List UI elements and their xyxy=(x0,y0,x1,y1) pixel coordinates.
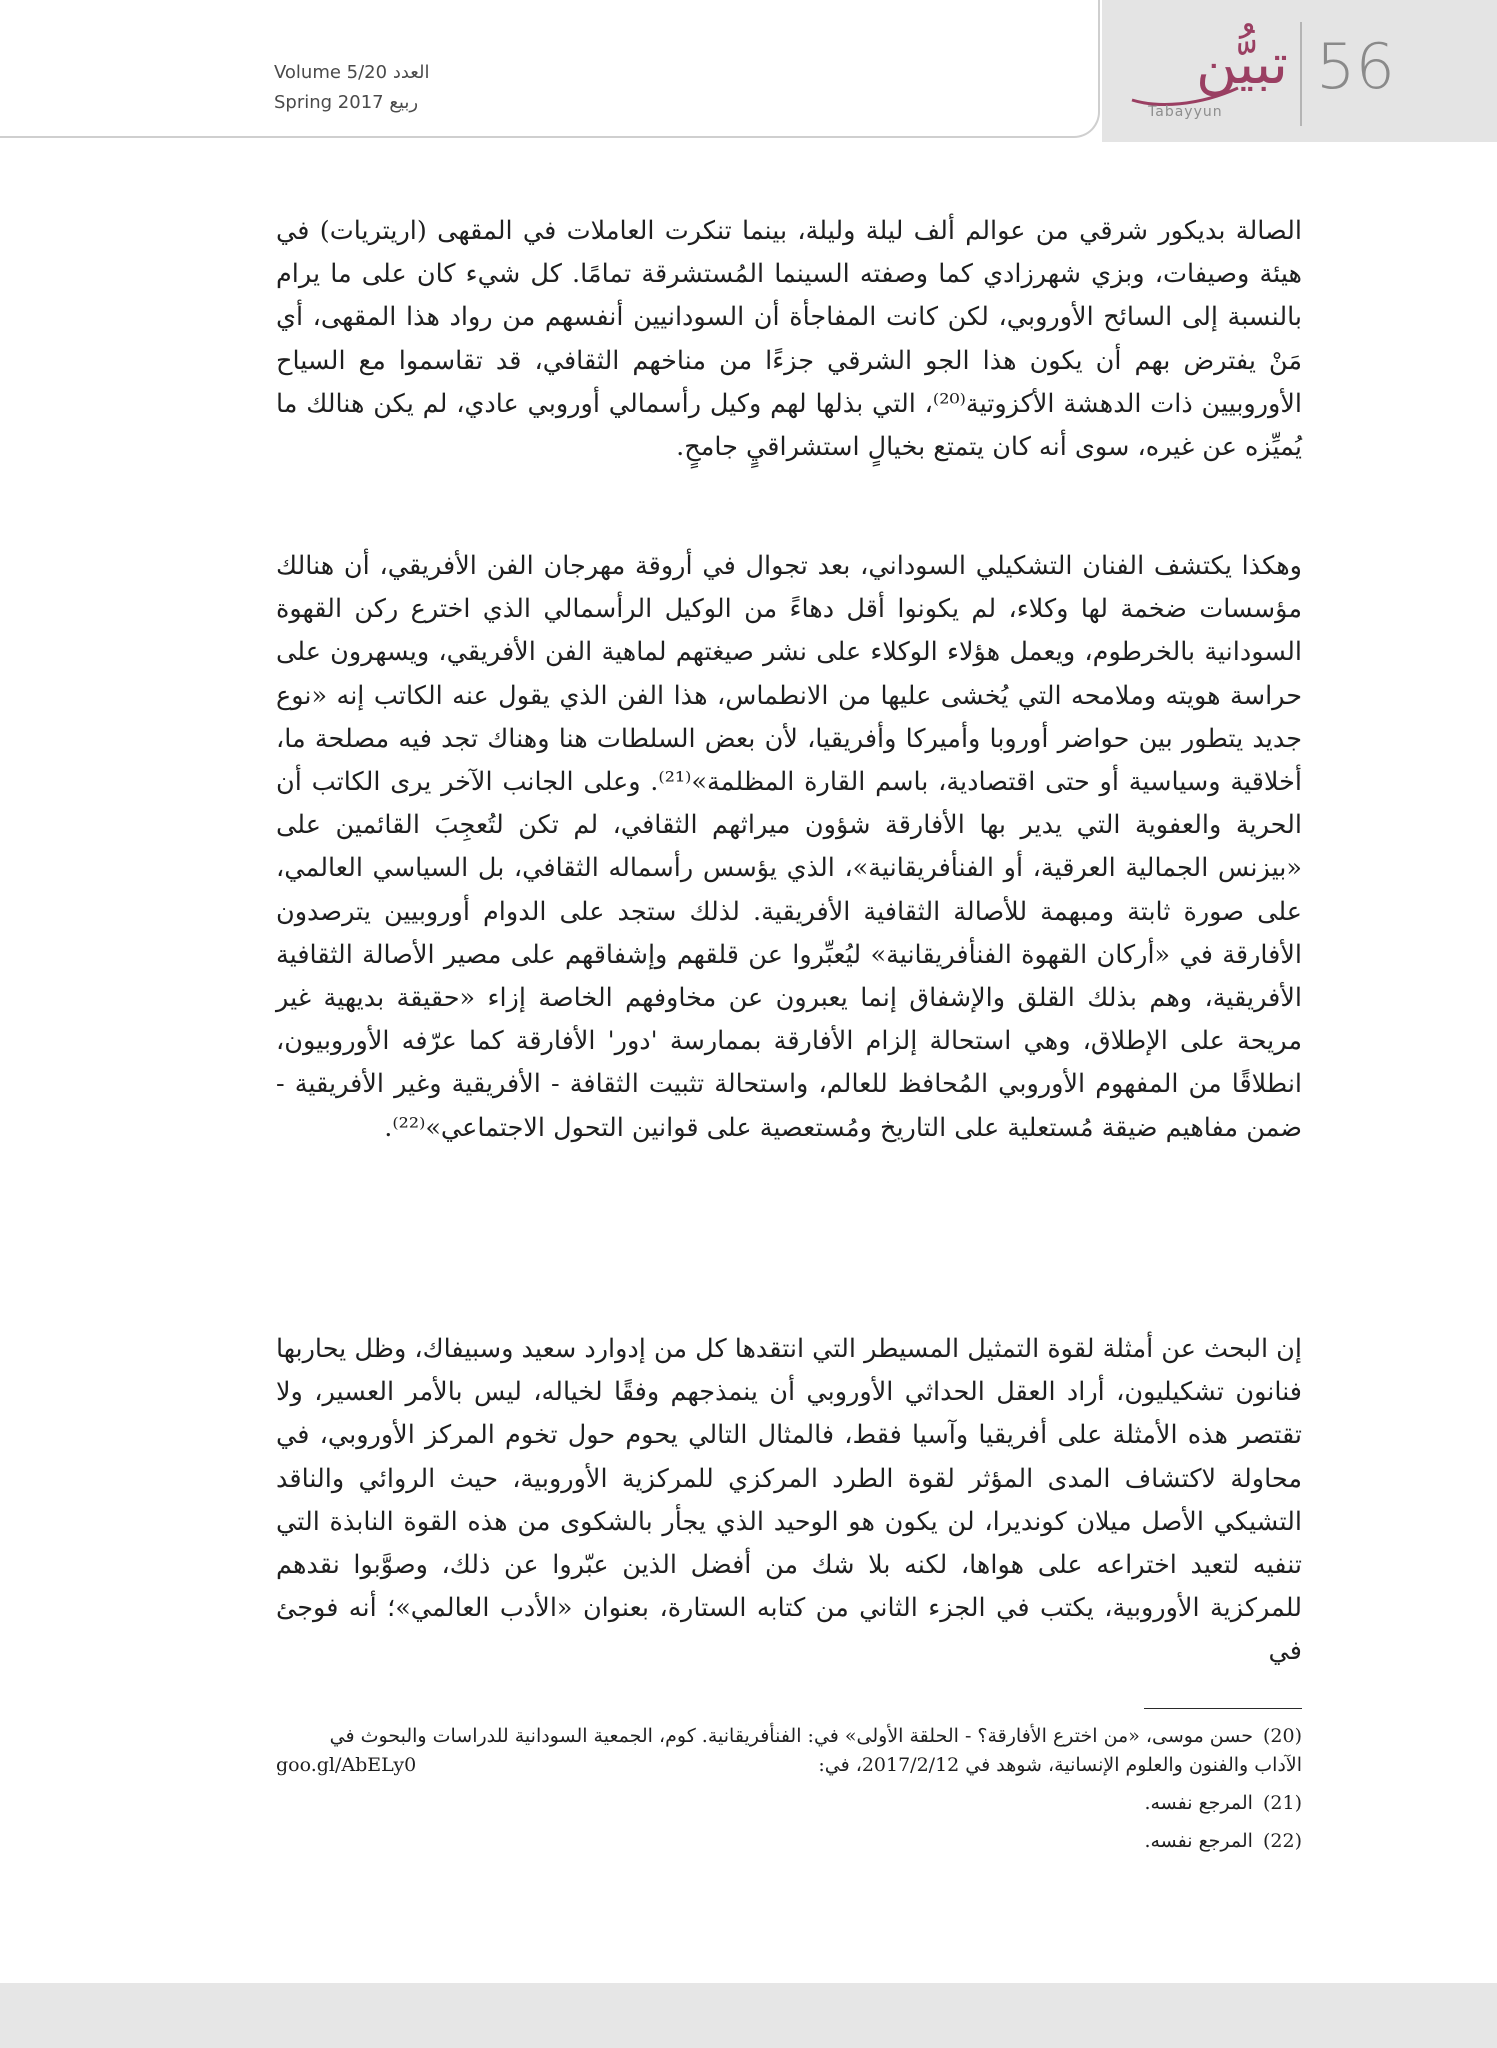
footnote-22 xyxy=(276,1827,1302,1856)
logo-latin: Tabayyun xyxy=(1148,104,1223,120)
footnote-20 xyxy=(276,1722,1302,1780)
footnote-number: (20) xyxy=(1262,1725,1302,1747)
footnote-number: (22) xyxy=(1262,1830,1302,1852)
page-number: 56 xyxy=(1316,30,1395,103)
body-paragraph-3 xyxy=(276,1328,1302,1674)
header-divider xyxy=(1300,22,1302,126)
footnotes xyxy=(276,1722,1302,1865)
footnote-link[interactable]: goo.gl/AbELy0 xyxy=(276,1754,417,1776)
body-paragraph-1 xyxy=(276,210,1302,469)
season-line: Spring 2017 ربيع xyxy=(274,92,419,113)
journal-logo xyxy=(1128,30,1298,130)
footnote-text: المرجع نفسه. xyxy=(1144,1830,1253,1852)
footnote-text: حسن موسى، «من اخترع الأفارقة؟ - الحلقة الأولى» في: الفنأفريقانية. كوم، الجمعية السودانية للدراسات والبحوث في الآداب والفنون والعلوم الإنسانية، شوهد في 2017/2/12، في: xyxy=(329,1725,1302,1776)
footnote-text: المرجع نفسه. xyxy=(1144,1792,1253,1814)
footnote-21 xyxy=(276,1789,1302,1818)
volume-line: Volume 5/20 العدد xyxy=(274,62,430,83)
paragraph-text: إن البحث عن أمثلة لقوة التمثيل المسيطر التي انتقدها كل من إدوارد سعيد وسبيفاك، وظل يحاربها فنانون تشكيليون، أراد العقل الحداثي الأوروبي أن ينمذجهم وفقًا لخياله، ليس بالأمر العسير، ولا تقتصر هذه الأمثلة على أفريقيا وآسيا فقط، فالمثال التالي يحوم حول تخوم المركز الأوروبي، في محاولة لاكتشاف المدى المؤثر لقوة الطرد المركزي للمركزية الأوروبية، حيث الروائي والناقد التشيكي الأصل ميلان كونديرا، لن يكون هو الوحيد الذي يجأر بالشكوى من هذه القوة النابذة التي تنفيه لتعيد اختراعه على هواها، لكنه بلا شك من أفضل الذين عبّروا عن ذلك، وصوَّبوا نقدهم للمركزية الأوروبية، يكتب في الجزء الثاني من كتابه الستارة، بعنوان «الأدب العالمي»؛ أنه فوجئ في xyxy=(276,1334,1302,1667)
page-bottom-band xyxy=(0,1983,1497,2048)
issue-info xyxy=(274,58,429,118)
paragraph-text: الصالة بديكور شرقي من عوالم ألف ليلة وليلة، بينما تنكرت العاملات في المقهى (اريتريات) في هيئة وصيفات، وبزي شهرزادي كما وصفته السينما المُستشرقة تمامًا. كل شيء كان على ما يرام بالنسبة إلى السائح الأوروبي، لكن كانت المفاجأة أن السودانيين أنفسهم من رواد هذا المقهى، أي مَنْ يفترض بهم أن يكون هذا الجو الشرقي جزءًا من مناخهم الثقافي، قد تقاسموا مع السياح الأوروبيين ذات الدهشة الأكزوتية⁽²⁰⁾، التي بذلها لهم وكيل رأسمالي أوروبي عادي، لم يكن هنالك ما يُميِّزه عن غيره، سوى أنه كان يتمتع بخيالٍ استشراقيٍ جامحٍ. xyxy=(276,216,1302,463)
header-frame xyxy=(0,0,1100,138)
footnote-separator xyxy=(1144,1708,1302,1709)
logo-arabic: تبيُّن xyxy=(1195,32,1288,97)
body-paragraph-2 xyxy=(276,545,1302,1150)
paragraph-text: وهكذا يكتشف الفنان التشكيلي السوداني، بعد تجوال في أروقة مهرجان الفن الأفريقي، أن هنالك مؤسسات ضخمة لها وكلاء، لم يكونوا أقل دهاءً من الوكيل الرأسمالي الذي اخترع ركن القهوة السودانية بالخرطوم، ويعمل هؤلاء الوكلاء على نشر صيغتهم لماهية الفن الأفريقي، ويسهرون على حراسة هويته وملامحه التي يُخشى عليها من الانطماس، هذا الفن الذي يقول عنه الكاتب إنه «نوع جديد يتطور بين حواضر أوروبا وأميركا وأفريقيا، لأن بعض السلطات هنا وهناك تجد فيه مصلحة ما، أخلاقية وسياسية أو حتى اقتصادية، باسم القارة المظلمة»⁽²¹⁾. وعلى الجانب الآخر يرى الكاتب أن الحرية والعفوية التي يدير بها الأفارقة شؤون ميراثهم الثقافي، لم تكن لتُعجِبَ القائمين على «بيزنس الجمالية العرقية، أو الفنأفريقانية»، الذي يؤسس رأسماله الثقافي، بل السياسي العالمي، على صورة ثابتة ومبهمة للأصالة الثقافية الأفريقية. لذلك ستجد على الدوام أوروبيين يترصدون الأفارقة في «أركان القهوة الفنأفريقانية» ليُعبِّروا عن قلقهم وإشفاقهم على مصير الأصالة الثقافية الأفريقية، وهم بذلك القلق والإشفاق إنما يعبرون عن مخاوفهم الخاصة إزاء «حقيقة بديهية غير مريحة على الإطلاق، وهي استحالة إلزام الأفارقة بممارسة 'دور' الأفارقة كما عرّفه الأوروبيون، انطلاقًا من المفهوم الأوروبي المُحافظ للعالم، واستحالة تثبيت الثقافة - الأفريقية وغير الأفريقية - ضمن مفاهيم ضيقة مُستعلية على التاريخ ومُستعصية على قوانين التحول الاجتماعي»⁽²²⁾. xyxy=(276,551,1303,1143)
footnote-number: (21) xyxy=(1262,1792,1302,1814)
